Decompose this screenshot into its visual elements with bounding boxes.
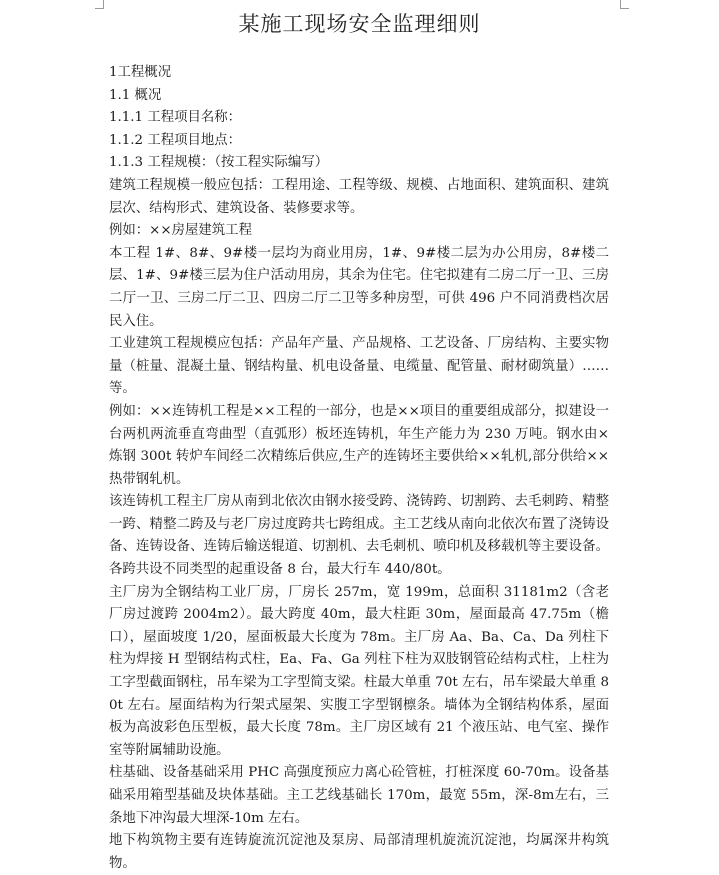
paragraph: 1工程概况: [109, 65, 172, 80]
paragraph: 1.1.1 工程项目名称：: [109, 110, 242, 126]
paragraph: 例如：××连铸机工程是××工程的一部分，也是××项目的重要组成部分，拟建设一台两机两流垂直弯曲型（直弧形）板坯连铸机，年生产能力为 230 万吨。钢水由×炼钢 300t 转炉车间经二次精练后供应,生产的连铸坯主要供给××轧机,部分供给××热带钢轧机。: [109, 403, 609, 487]
paragraph: 该连铸机工程主厂房从南到北依次由钢水接受跨、浇铸跨、切割跨、去毛刺跨、精整一跨、精整二跨及与老厂房过度跨共七跨组成。主工艺线从南向北依次布置了浇铸设备、连铸设备、连铸后输送辊道、切割机、去毛刺机、喷印机及移载机等主要设备。各跨共设不同类型的起重设备 8 台，最大行车 440/80t。: [109, 494, 609, 578]
paragraph: 柱基础、设备基础采用 PHC 高强度预应力离心砼管桩，打桩深度 60-70m。设备基础采用箱型基础及块体基础。主工艺线基础长 170m，最宽 55m，深-8m左右，三条地下冲沟最大埋深-10m 左右。: [109, 765, 609, 826]
paragraph: 主厂房为全钢结构工业厂房，厂房长 257m，宽 199m，总面积 31181m2（含老厂房过渡跨 2004m2）。最大跨度 40m，最大柱距 30m，屋面最高 47.75m（檐口），屋面坡度 1/20，屋面板最大长度为 78m。主厂房 Aa、Ba、Ca、Da 列柱下柱为焊接 H 型钢结构式柱，Ea、Fa、Ga 列柱下柱为双肢钢管砼结构式柱，上柱为工字型截面钢柱，吊车梁为工字型简支梁。柱最大单重 70t 左右，吊车梁最大单重 80t 左右。屋面结构为行架式屋架、实腹工字型钢檩条。墙体为全钢结构体系，屋面板为高波彩色压型板，最大长度 78m。主厂房区域有 21 个液压站、电气室、操作室等附属辅助设施。: [109, 584, 609, 758]
paragraph: 建筑工程规模一般应包括：工程用途、工程等级、规模、占地面积、建筑面积、建筑层次、结构形式、建筑设备、装修要求等。: [109, 177, 609, 216]
paragraph: 工业建筑工程规模应包括：产品年产量、产品规格、工艺设备、厂房结构、主要实物量（桩量、混凝土量、钢结构量、机电设备量、电缆量、配管量、耐材砌筑量）……等。: [109, 336, 609, 397]
paragraph: 地下构筑物主要有连铸旋流沉淀池及泵房、局部清理机旋流沉淀池，均属深井构筑物。: [109, 833, 609, 871]
document-title: 某施工现场安全监理细则: [238, 12, 481, 36]
paragraph: 例如：××房屋建筑工程: [109, 223, 252, 239]
document-body[interactable]: [109, 62, 609, 875]
paragraph: 1.1.3 工程规模：（按工程实际编写）: [109, 155, 329, 171]
paragraph: 1.1 概况: [109, 87, 162, 103]
paragraph: 1.1.2 工程项目地点：: [109, 132, 242, 148]
paragraph: 本工程 1#、8#、9#楼一层均为商业用房，1#、9#楼二层为办公用房，8#楼二层、1#、9#楼三层为住户活动用房，其余为住宅。住宅拟建有二房二厅一卫、三房二厅一卫、三房二厅二卫、四房二厅二卫等多种房型，可供 496 户不同消费档次居民入住。: [109, 245, 609, 329]
